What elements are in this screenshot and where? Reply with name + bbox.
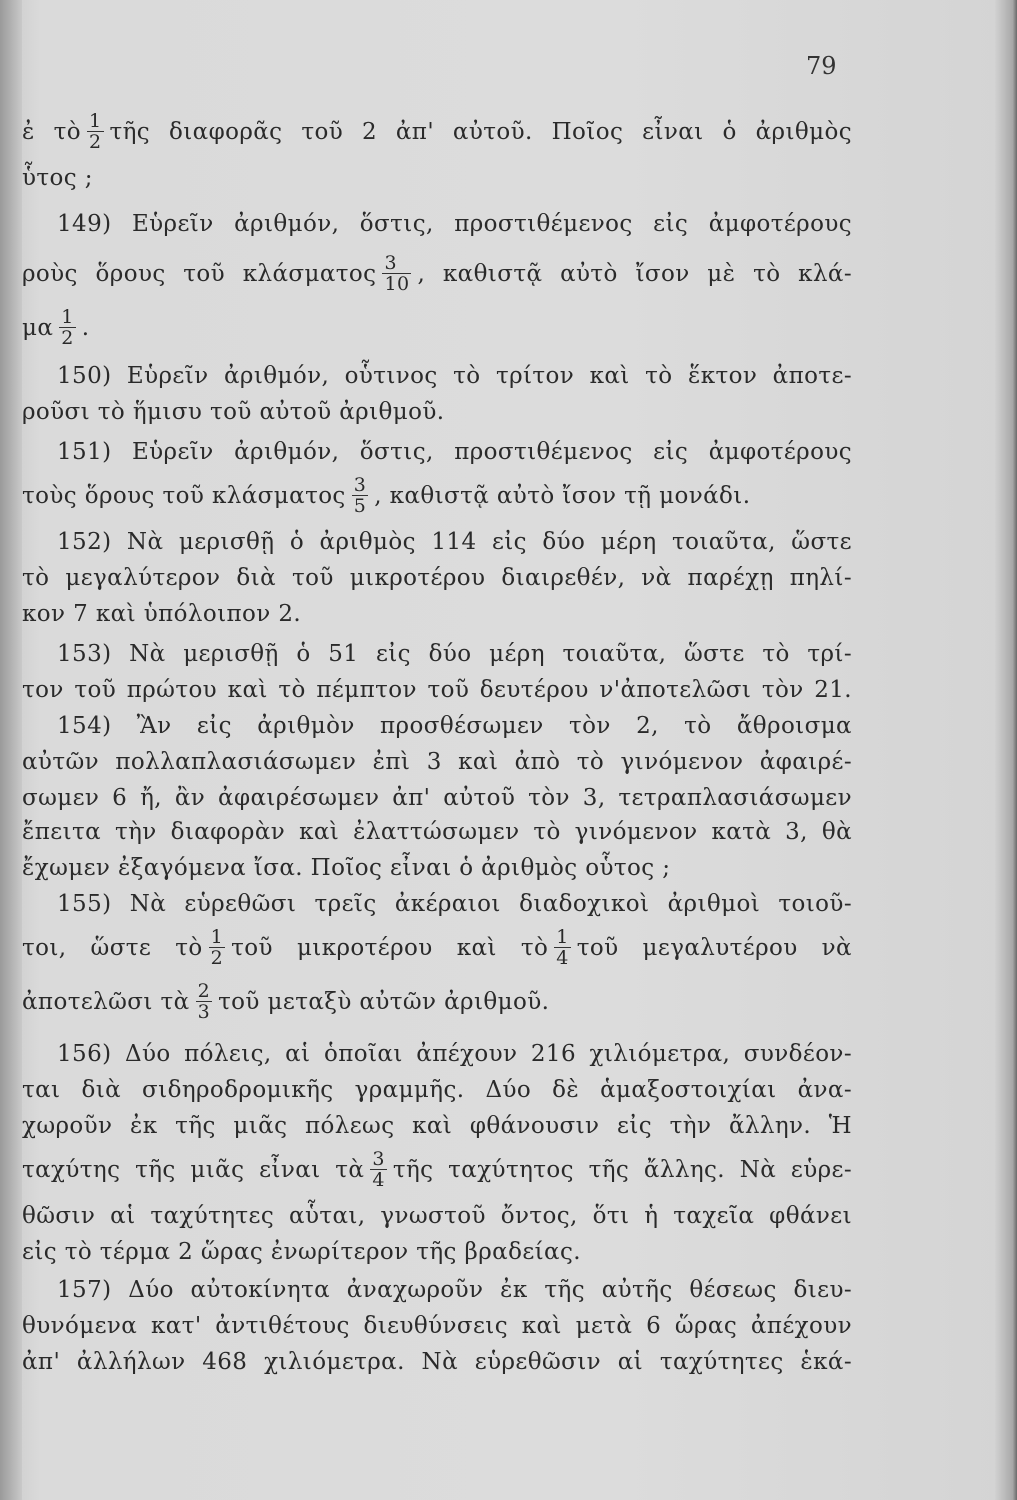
problem-154: 154) Ἂν εἰς ἀριθμὸν προσθέσωμεν τὸν 2, τὸ ἄθροισμα — [57, 713, 852, 739]
line-segment: τῆς ταχύτητος τῆς ἄλλης. Νὰ εὑρε- — [392, 1157, 853, 1183]
text-line: ἔπειτα τὴν διαφορὰν καὶ ἐλαττώσωμεν τὸ γινόμενον κατὰ 3, θὰ — [22, 819, 852, 845]
text-line: ροῦσι τὸ ἥμισυ τοῦ αὐτοῦ ἀριθμοῦ. — [22, 399, 445, 425]
text-line: τὸ μεγαλύτερον διὰ τοῦ μικροτέρου διαιρεθέν, νὰ παρέχῃ πηλί- — [22, 565, 852, 591]
text-line: ἀπ' ἀλλήλων 468 χιλιόμετρα. Νὰ εὑρεθῶσιν αἱ ταχύτητες ἑκά- — [22, 1349, 852, 1375]
text-line — [22, 473, 852, 517]
fraction — [382, 253, 411, 294]
text-line: κον 7 καὶ ὑπόλοιπον 2. — [22, 601, 302, 627]
fraction — [87, 111, 104, 152]
fraction-numerator: 3 — [382, 253, 411, 274]
fraction-denominator: 3 — [197, 1000, 211, 1023]
problem-152: 152) Νὰ μερισθῇ ὁ ἀριθμὸς 114 εἰς δύο μέρη τοιαῦτα, ὥστε — [57, 529, 852, 555]
fraction-denominator: 10 — [384, 272, 410, 295]
line-segment: μα — [22, 315, 54, 341]
fraction-denominator: 2 — [61, 326, 74, 349]
text-line — [22, 109, 852, 153]
line-segment: τοὺς ὅρους τοῦ κλάσματος — [22, 483, 346, 509]
fraction-numerator: 1 — [61, 305, 74, 328]
text-line: εἰς τὸ τέρμα 2 ὥρας ἐνωρίτερον τῆς βραδείας. — [22, 1239, 581, 1265]
text-line — [22, 979, 852, 1023]
fraction-numerator: 1 — [556, 925, 569, 948]
text-line: χωροῦν ἐκ τῆς μιᾶς πόλεως καὶ φθάνουσιν εἰς τὴν ἄλλην. Ἡ — [22, 1113, 852, 1139]
line-segment: ταχύτης τῆς μιᾶς εἶναι τὰ — [22, 1157, 365, 1183]
fraction — [59, 307, 76, 348]
line-segment: τοι, ὥστε τὸ — [22, 935, 203, 961]
problem-150: 150) Εὑρεῖν ἀριθμόν, οὗτινος τὸ τρίτον καὶ τὸ ἕκτον ἀποτε- — [57, 363, 852, 389]
text-line — [22, 925, 852, 969]
page-number: 79 — [806, 52, 837, 80]
line-segment: τοῦ μικροτέρου καὶ τὸ — [231, 935, 549, 961]
line-segment: ἀποτελῶσι τὰ — [22, 989, 190, 1015]
line-segment: . — [81, 315, 90, 341]
fraction-numerator: 2 — [197, 979, 211, 1002]
text-line: ὗτος ; — [22, 165, 93, 191]
fraction — [554, 927, 571, 968]
fraction-numerator: 1 — [89, 109, 102, 132]
fraction — [352, 475, 369, 516]
problem-156: 156) Δύο πόλεις, αἱ ὁποῖαι ἀπέχουν 216 χιλιόμετρα, συνδέον- — [57, 1041, 852, 1067]
fraction-denominator: 5 — [353, 494, 367, 517]
fraction — [209, 927, 226, 968]
problem-157: 157) Δύο αὐτοκίνητα ἀναχωροῦν ἐκ τῆς αὐτῆς θέσεως διευ- — [57, 1277, 852, 1303]
text-line: τον τοῦ πρώτου καὶ τὸ πέμπτον τοῦ δευτέρου ν'ἀποτελῶσι τὸν 21. — [22, 677, 852, 703]
fraction-numerator: 3 — [372, 1147, 385, 1170]
text-line: ται διὰ σιδηροδρομικῆς γραμμῆς. Δύο δὲ ἁμαξοστοιχίαι ἀνα- — [22, 1077, 852, 1103]
fraction-numerator: 1 — [210, 925, 224, 948]
fraction-numerator: 3 — [353, 473, 367, 496]
problem-149: 149) Εὑρεῖν ἀριθμόν, ὅστις, προστιθέμενος εἰς ἀμφοτέρους — [57, 211, 852, 237]
line-segment: τοῦ μεταξὺ αὐτῶν ἀριθμοῦ. — [218, 989, 550, 1015]
text-line: θῶσιν αἱ ταχύτητες αὗται, γνωστοῦ ὄντος, ὅτι ἡ ταχεῖα φθάνει — [22, 1203, 852, 1229]
fraction-denominator: 2 — [89, 130, 102, 153]
page-binding-shadow — [0, 0, 22, 1500]
text-line: θυνόμενα κατ' ἀντιθέτους διευθύνσεις καὶ μετὰ 6 ὥρας ἀπέχουν — [22, 1313, 852, 1339]
fraction-denominator: 4 — [556, 946, 569, 969]
problem-151: 151) Εὑρεῖν ἀριθμόν, ὅστις, προστιθέμενος εἰς ἀμφοτέρους — [57, 439, 852, 465]
line-segment: τῆς διαφορᾶς τοῦ 2 ἀπ' αὐτοῦ. Ποῖος εἶναι ὁ ἀριθμὸς — [109, 119, 852, 145]
text-line: αὐτῶν πολλαπλασιάσωμεν ἐπὶ 3 καὶ ἀπὸ τὸ γινόμενον ἀφαιρέ- — [22, 749, 852, 775]
fraction — [196, 981, 213, 1022]
fraction-denominator: 4 — [372, 1168, 385, 1191]
text-line — [22, 251, 853, 295]
problem-155: 155) Νὰ εὑρεθῶσι τρεῖς ἀκέραιοι διαδοχικοὶ ἀριθμοὶ τοιοῦ- — [57, 891, 852, 917]
text-line — [22, 1147, 853, 1191]
text-line: σωμεν 6 ἤ, ἂν ἀφαιρέσωμεν ἀπ' αὐτοῦ τὸν 3, τετραπλασιάσωμεν — [22, 785, 852, 811]
line-segment: τοῦ μεγαλυτέρου νὰ — [576, 935, 852, 961]
text-line — [22, 305, 852, 349]
fraction — [370, 1149, 387, 1190]
line-segment: , καθιστᾷ αὐτὸ ἴσον μὲ τὸ κλά- — [417, 261, 853, 287]
fraction-denominator: 2 — [210, 946, 224, 969]
line-segment: ἐ τὸ — [22, 119, 81, 145]
page-edge-shadow — [995, 0, 1017, 1500]
line-segment: , καθιστᾷ αὐτὸ ἴσον τῇ μονάδι. — [374, 483, 751, 509]
problem-153: 153) Νὰ μερισθῇ ὁ 51 εἰς δύο μέρη τοιαῦτα, ὥστε τὸ τρί- — [57, 641, 852, 667]
line-segment: ροὺς ὅρους τοῦ κλάσματος — [22, 261, 377, 287]
text-line: ἔχωμεν ἐξαγόμενα ἴσα. Ποῖος εἶναι ὁ ἀριθμὸς οὗτος ; — [22, 855, 671, 881]
